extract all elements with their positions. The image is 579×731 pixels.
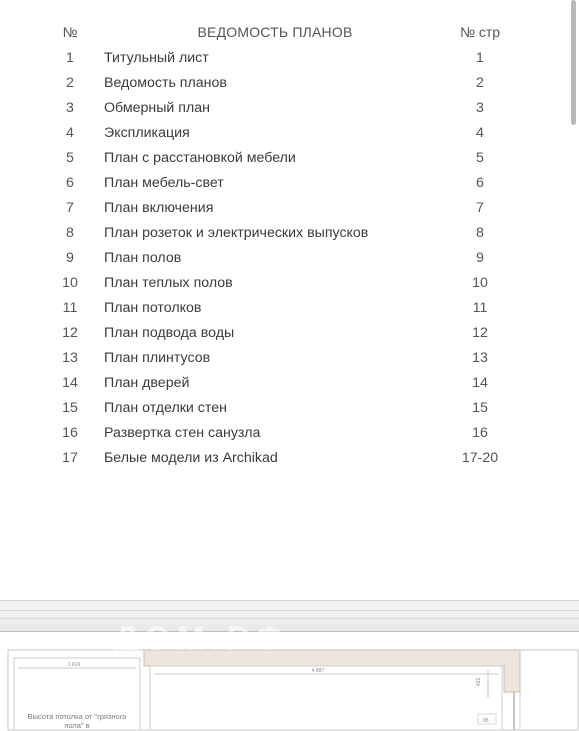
table-row: [0, 49, 579, 74]
table-row: [0, 374, 579, 399]
row-page: 4: [476, 125, 484, 141]
table-row: [0, 74, 579, 99]
row-page: 9: [476, 250, 484, 266]
row-page: 8: [476, 225, 484, 241]
row-name: План отделки стен: [104, 400, 227, 416]
row-number: 7: [66, 200, 74, 216]
row-page: 16: [472, 425, 488, 441]
row-number: 15: [62, 400, 78, 416]
row-page: 14: [472, 375, 488, 391]
dimension-label-left: 1 616: [67, 662, 81, 668]
row-page: 5: [476, 150, 484, 166]
row-name: План розеток и электрических выпусков: [104, 225, 369, 241]
row-name: План плинтусов: [104, 350, 211, 366]
row-name: План подвода воды: [104, 325, 235, 341]
table-row: [0, 274, 579, 299]
table-row: [0, 174, 579, 199]
table-header: [0, 24, 579, 42]
row-name: План включения: [104, 200, 214, 216]
table-row: [0, 349, 579, 374]
row-number: 11: [62, 300, 78, 316]
row-number: 5: [66, 150, 74, 166]
table-row: [0, 149, 579, 174]
dimension-label-main: 4 897: [311, 668, 325, 674]
table-row: [0, 199, 579, 224]
row-name: План дверей: [104, 375, 190, 391]
table-row: [0, 124, 579, 149]
plans-list: [0, 49, 579, 474]
row-number: 2: [66, 75, 74, 91]
row-page: 7: [476, 200, 484, 216]
row-name: Ведомость планов: [104, 75, 227, 91]
row-page: 12: [472, 325, 488, 341]
table-row: [0, 399, 579, 424]
row-name: План с расстановкой мебели: [104, 150, 296, 166]
row-page: 3: [476, 100, 484, 116]
row-page: 15: [472, 400, 488, 416]
row-page: 1: [476, 50, 484, 66]
separator-line: [0, 618, 579, 619]
watermark: ДОМ.РФ: [114, 620, 290, 658]
ceiling-height-note: Высота потолка от "грязного пола" в: [27, 712, 127, 730]
row-page: 10: [472, 275, 488, 291]
dimension-label-right: 422: [476, 677, 482, 686]
row-number: 12: [62, 325, 78, 341]
row-name: Обмерный план: [104, 100, 210, 116]
table-row: [0, 324, 579, 349]
dimension-label-small: 95: [483, 718, 489, 724]
row-page: 11: [472, 300, 488, 316]
row-page: 6: [476, 175, 484, 191]
row-name: План мебель-свет: [104, 175, 224, 191]
row-number: 4: [66, 125, 74, 141]
header-page: № стр: [459, 24, 501, 40]
row-number: 8: [66, 225, 74, 241]
table-row: [0, 99, 579, 124]
table-row: [0, 424, 579, 449]
table-row: [0, 299, 579, 324]
row-number: 6: [66, 175, 74, 191]
row-name: План теплых полов: [104, 275, 233, 291]
row-name: Титульный лист: [104, 50, 209, 66]
separator-line: [0, 610, 579, 611]
header-number: №: [62, 24, 78, 40]
row-number: 3: [66, 100, 74, 116]
row-name: Развертка стен санузла: [104, 425, 261, 441]
row-number: 9: [66, 250, 74, 266]
row-number: 14: [62, 375, 78, 391]
table-row: [0, 224, 579, 249]
row-number: 17: [62, 450, 78, 466]
row-number: 16: [62, 425, 78, 441]
row-name: Белые модели из Archikad: [104, 450, 278, 466]
row-page: 2: [476, 75, 484, 91]
row-name: План потолков: [104, 300, 202, 316]
row-name: План полов: [104, 250, 182, 266]
row-number: 13: [62, 350, 78, 366]
row-number: 10: [62, 275, 78, 291]
row-page: 17-20: [461, 450, 499, 466]
table-title: ВЕДОМОСТЬ ПЛАНОВ: [197, 24, 353, 40]
table-row: [0, 249, 579, 274]
row-number: 1: [66, 50, 74, 66]
room-outline-main: [150, 666, 502, 730]
table-row: [0, 449, 579, 474]
row-name: Экспликация: [104, 125, 190, 141]
row-page: 13: [472, 350, 488, 366]
